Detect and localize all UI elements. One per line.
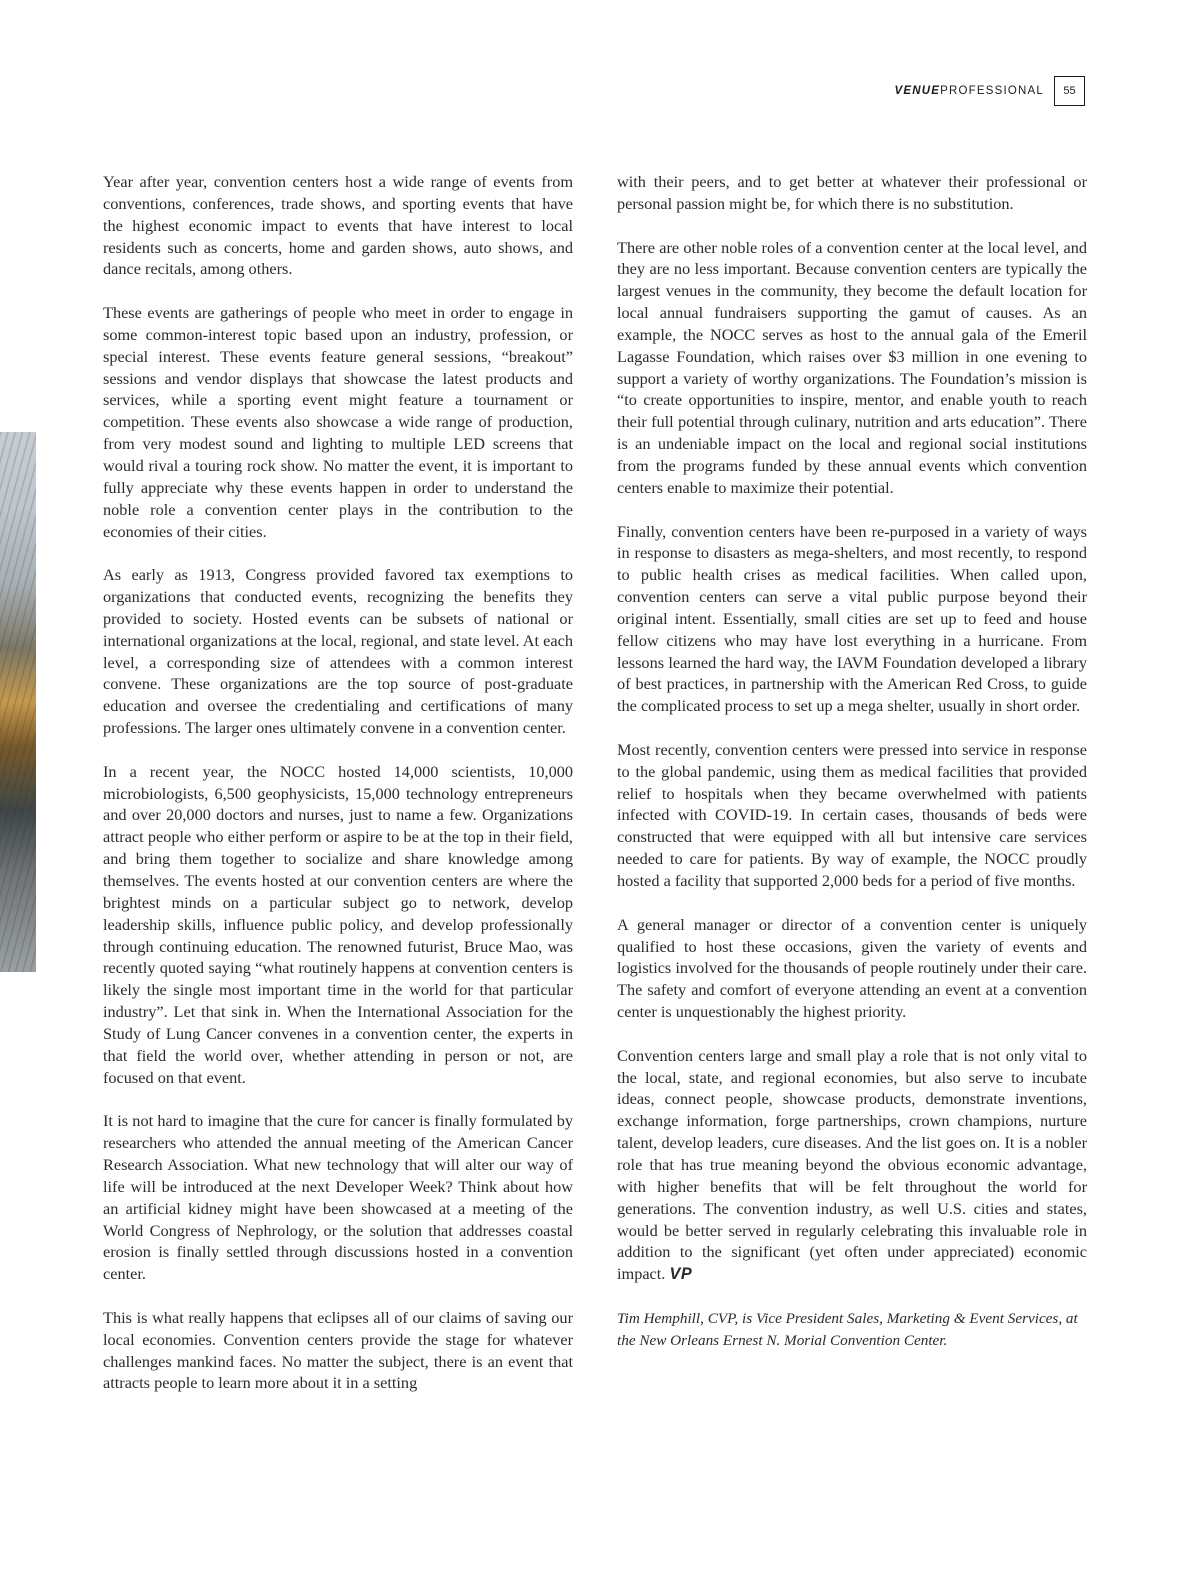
article-paragraph: There are other noble roles of a convention center at the local level, and they are no less important. Because convention centers are typically the largest venues in the community, they become the default location for local annual fundraisers supporting the gamut of causes. As an example, the NOCC serves as host to the annual gala of the Emeril Lagasse Foundation, which raises over $3 million in one evening to support a variety of worthy organizations. The Foundation’s mission is “to create opportunities to inspire, mentor, and enable youth to reach their full potential through culinary, nutrition and arts education”. There is an undeniable impact on the local and regional social institutions from the programs funded by these annual events which convention centers enable to maximize their potential. <box>617 237 1087 497</box>
article-paragraph: A general manager or director of a convention center is uniquely qualified to host these occasions, given the variety of events and logistics involved for the thousands of people routinely under their care. The safety and comfort of everyone attending an event at a convention center is unquestionably the highest priority. <box>617 914 1087 1022</box>
article-paragraph: This is what really happens that eclipses all of our claims of saving our local economies. Convention centers provide the stage for whatever challenges mankind faces. No matter the subject, there is an event that attracts people to learn more about it in a setting <box>103 1307 573 1393</box>
final-paragraph-text: Convention centers large and small play a role that is not only vital to the local, state, and regional economies, but also serve to incubate ideas, connect people, showcase products, demonstrate inventions, exchange information, forge partnerships, crown champions, nurture talent, develop leaders, cure diseases. And the list goes on. It is a nobler role that has true meaning beyond the obvious economic advantage, with higher benefits that will be felt throughout the world for generations. The convention industry, as well U.S. cities and states, would be better served in regularly celebrating this invaluable role in addition to the significant (yet often under appreciated) economic impact. <box>617 1045 1087 1284</box>
article-paragraph: In a recent year, the NOCC hosted 14,000 scientists, 10,000 microbiologists, 6,500 geophysicists, 15,000 technology entrepreneurs and over 20,000 doctors and nurses, just to name a few. Organizations attract people who either perform or aspire to be at the top in their field, and bring them together to socialize and share knowledge among themselves. The events hosted at our convention centers are where the brightest minds on a particular subject go to network, develop leadership skills, influence public policy, and develop professionally through continuing education. The renowned futurist, Bruce Mao, was recently quoted saying “what routinely happens at convention centers is likely the single most important time in the world for that particular industry”. Let that sink in. When the International Association for the Study of Lung Cancer convenes in a convention center, the experts in that field the world over, whether attending in person or not, are focused on that event. <box>103 761 573 1087</box>
publication-name-light: PROFESSIONAL <box>940 85 1044 97</box>
page-header <box>895 76 1086 106</box>
right-column <box>617 171 1087 1352</box>
publication-name-bold: VENUE <box>894 85 941 97</box>
page-number: 55 <box>1054 76 1085 106</box>
publication-name <box>895 85 1045 97</box>
article-paragraph: It is not hard to imagine that the cure for cancer is finally formulated by researchers who attended the annual meeting of the American Cancer Research Association. What new technology that will alter our way of life will be introduced at the next Developer Week? Think about how an artificial kidney might have been showcased at a meeting of the World Congress of Nephrology, or the solution that addresses coastal erosion is finally settled through discussions hosted in a convention center. <box>103 1111 573 1284</box>
author-bio: Tim Hemphill, CVP, is Vice President Sales, Marketing & Event Services, at the New Orleans Ernest N. Morial Convention Center. <box>617 1309 1078 1349</box>
article-paragraph: Year after year, convention centers host a wide range of events from conventions, conferences, trade shows, and sporting events that have the highest economic impact to events that have interest to local residents such as concerts, home and garden shows, auto shows, and dance recitals, among others. <box>103 172 573 279</box>
article-final-paragraph <box>617 1045 1087 1286</box>
article-paragraph: with their peers, and to get better at whatever their professional or personal passion might be, for which there is no substitution. <box>617 172 1087 213</box>
photo-edge-image <box>0 432 36 972</box>
end-signoff-mark: VP <box>669 1265 693 1284</box>
article-paragraph: These events are gatherings of people who meet in order to engage in some common-interest topic based upon an industry, profession, or special interest. These events feature general sessions, “breakout” sessions and vendor displays that showcase the latest products and services, while a sporting event might feature a tournament or competition. These events also showcase a wide range of production, from very modest sound and lighting to multiple LED screens that would rival a touring rock show. No matter the event, it is important to fully appreciate why these events happen in order to understand the noble role a convention center plays in the contribution to the economies of their cities. <box>103 303 573 541</box>
left-column <box>103 171 573 1416</box>
article-paragraph: As early as 1913, Congress provided favored tax exemptions to organizations that conducted events, recognizing the benefits they provided to society. Hosted events can be subsets of national or international organizations at the local, regional, and state level. At each level, a corresponding size of attendees with a common interest convene. These organizations are the top source of post-graduate education and oversee the credentialing and certifications of many professions. The larger ones ultimately convene in a convention center. <box>103 565 573 738</box>
article-paragraph: Finally, convention centers have been re-purposed in a variety of ways in response to disasters as mega-shelters, and most recently, to respond to public health crises as medical facilities. When called upon, convention centers can serve a vital public purpose beyond their original intent. Essentially, small cities are set up to feed and house fellow citizens who may have lost everything in a hurricane. From lessons learned the hard way, the IAVM Foundation developed a library of best practices, in partnership with the American Red Cross, to guide the complicated process to set up a mega shelter, usually in short order. <box>617 521 1087 716</box>
article-paragraph: Most recently, convention centers were pressed into service in response to the global pandemic, using them as medical facilities that provided relief to hospitals when they became overwhelmed with patients infected with COVID-19. In certain cases, thousands of beds were constructed that were equipped with all but intensive care services needed to care for patients. By way of example, the NOCC proudly hosted a facility that supported 2,000 beds for a period of five months. <box>617 739 1087 890</box>
